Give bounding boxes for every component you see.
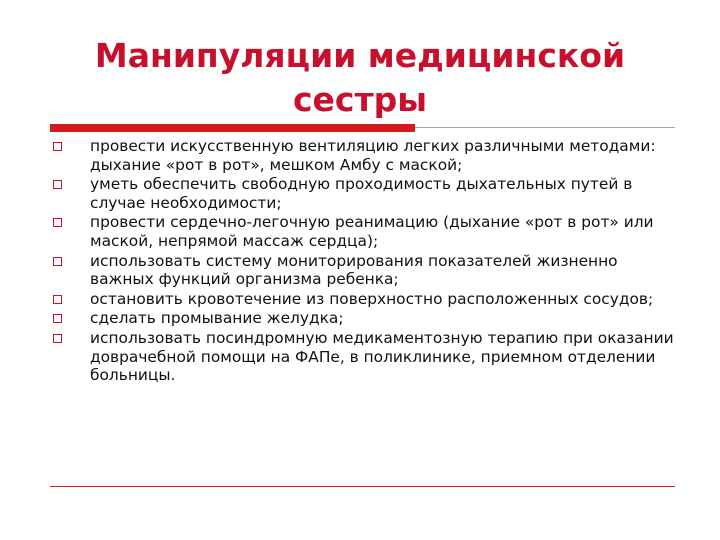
footer-divider — [50, 486, 675, 487]
bullet-item — [52, 175, 677, 212]
bullet-text: провести искусственную вентиляцию легких различными методами: дыхание «рот в рот», мешком Амбу с маской; — [90, 137, 656, 174]
bullet-item — [52, 290, 677, 309]
title-line-2: сестры — [292, 80, 428, 119]
hollow-square-icon — [53, 314, 62, 323]
bullet-item — [52, 329, 677, 385]
bullet-item — [52, 213, 677, 250]
title-divider-thick — [50, 124, 415, 132]
hollow-square-icon — [53, 257, 62, 266]
title-line-1: Манипуляции медицинской — [94, 36, 626, 75]
bullet-text: использовать систему мониторирования показателей жизненно важных функций организма ребенка; — [90, 251, 618, 289]
bullet-text: остановить кровотечение из поверхностно расположенных сосудов; — [90, 289, 654, 308]
bullet-text: провести сердечно-легочную реанимацию (дыхание «рот в рот» или маской, непрямой массаж сердца); — [90, 213, 654, 250]
slide-title — [50, 34, 670, 122]
hollow-square-icon — [53, 142, 62, 151]
hollow-square-icon — [53, 218, 62, 227]
bullet-item — [52, 309, 677, 328]
bullet-text: использовать посиндромную медикаментозную терапию при оказании доврачебной помощи на ФАПе, в поликлинике, приемном отделении больницы. — [90, 328, 674, 385]
bullet-text: сделать промывание желудка; — [90, 309, 344, 328]
bullet-item — [52, 137, 677, 174]
bullet-text: уметь обеспечить свободную проходимость дыхательных путей в случае необходимости; — [90, 175, 633, 212]
bullet-list — [52, 137, 677, 386]
bullet-item — [52, 252, 677, 289]
hollow-square-icon — [53, 180, 62, 189]
hollow-square-icon — [53, 295, 62, 304]
hollow-square-icon — [53, 334, 62, 343]
